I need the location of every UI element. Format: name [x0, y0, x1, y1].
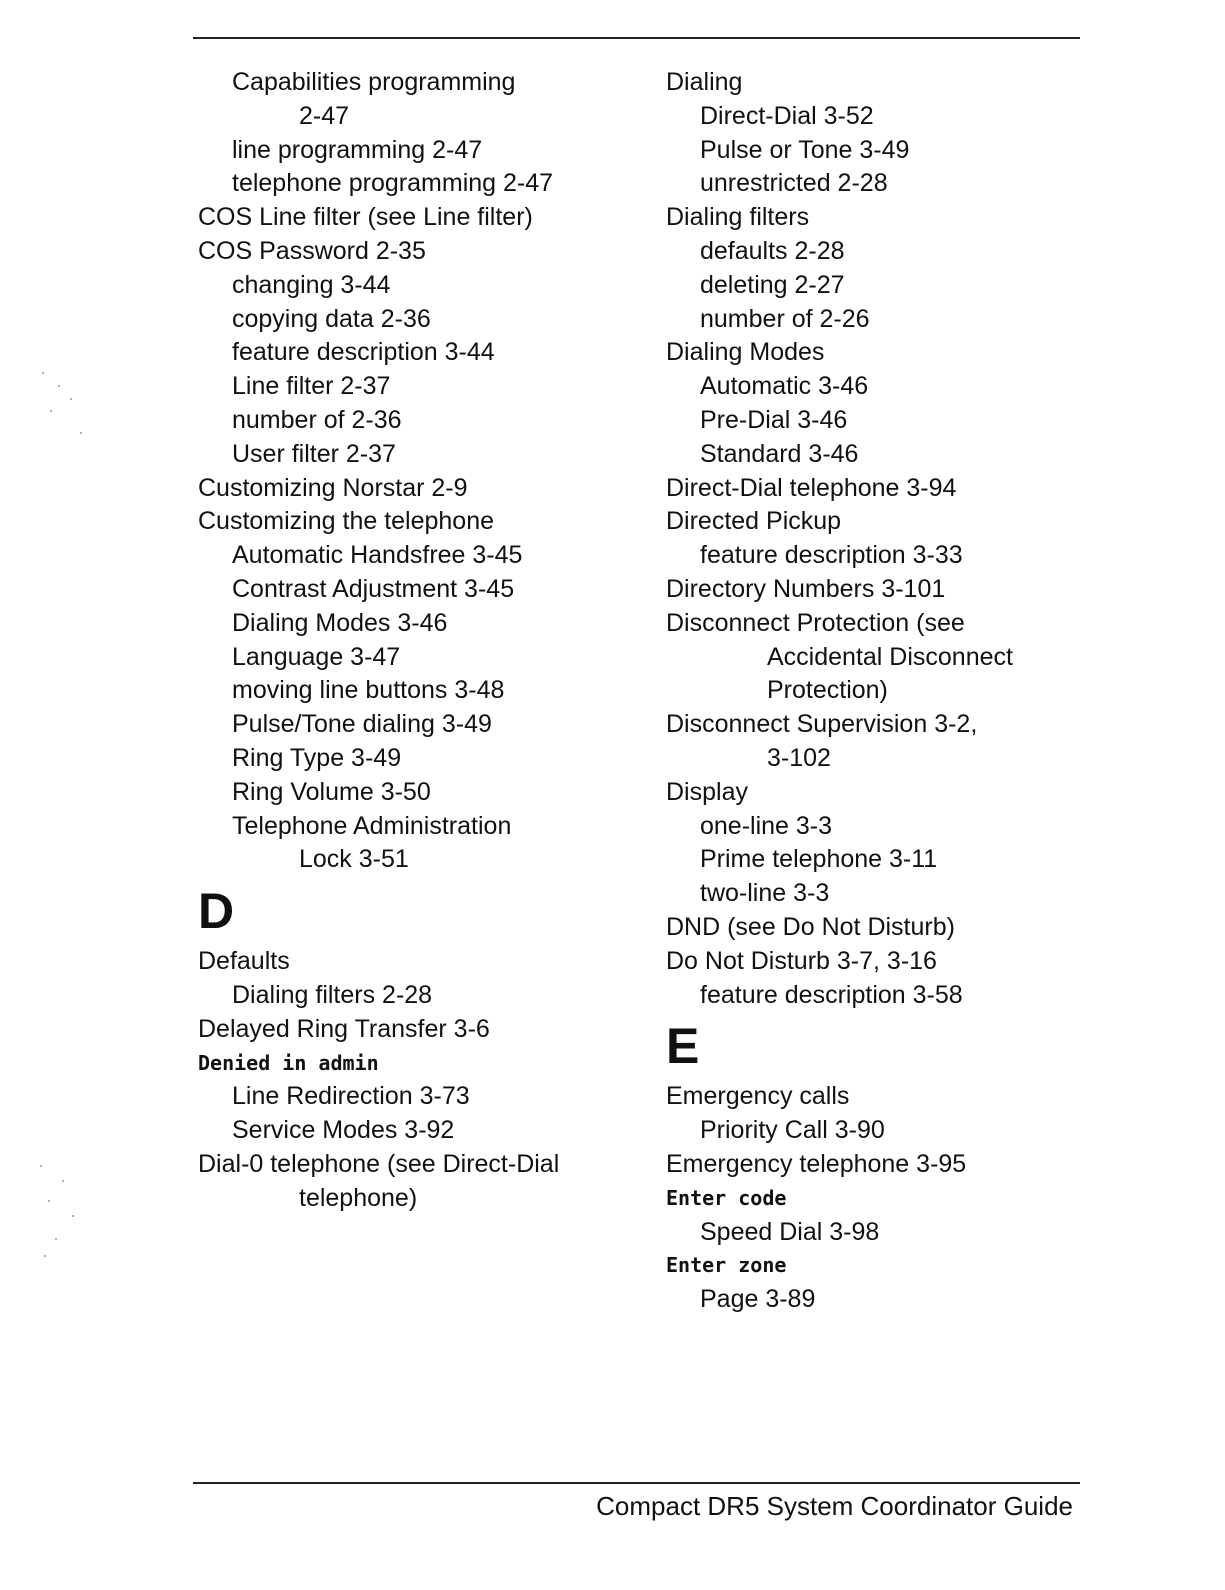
index-subentry: Lock 3-51: [299, 845, 409, 874]
section-letter: E: [666, 1018, 700, 1075]
index-subentry: User filter 2-37: [232, 439, 396, 468]
index-subentry: Ring Volume 3-50: [232, 777, 431, 806]
index-entry: Disconnect Supervision 3-2,: [666, 710, 978, 739]
index-subentry: Standard 3-46: [700, 439, 859, 468]
index-subentry: telephone programming 2-47: [232, 169, 554, 198]
scan-speck: [40, 1165, 42, 1167]
footer-title: Compact DR5 System Coordinator Guide: [596, 1491, 1073, 1521]
index-subentry: Pulse/Tone dialing 3-49: [232, 710, 492, 739]
index-subentry: one-line 3-3: [700, 811, 833, 840]
index-entry: Dialing filters: [666, 203, 810, 232]
index-entry: COS Line filter (see Line filter): [198, 203, 533, 232]
index-entry: Customizing the telephone: [198, 507, 495, 536]
index-subentry: Automatic 3-46: [700, 372, 869, 401]
index-subentry: number of 2-36: [232, 405, 402, 434]
index-subentry: Prime telephone 3-11: [700, 845, 938, 874]
index-subentry: two-line 3-3: [700, 879, 830, 908]
index-entry: Enter zone: [666, 1253, 787, 1278]
section-letter: D: [198, 883, 235, 940]
index-entry: Delayed Ring Transfer 3-6: [198, 1014, 490, 1043]
scan-speck: [42, 372, 44, 374]
index-subentry: defaults 2-28: [700, 236, 845, 265]
index-subentry: changing 3-44: [232, 270, 391, 299]
index-subentry: feature description 3-33: [700, 541, 963, 570]
index-subentry: Contrast Adjustment 3-45: [232, 574, 515, 603]
index-subentry: number of 2-26: [700, 304, 870, 333]
index-subentry: Priority Call 3-90: [700, 1116, 885, 1145]
index-entry: Enter code: [666, 1185, 787, 1210]
index-subentry: feature description 3-58: [700, 980, 963, 1009]
index-entry: Customizing Norstar 2-9: [198, 473, 468, 502]
scan-speck: [55, 1238, 57, 1240]
scan-speck: [70, 398, 72, 400]
index-entry: Dialing: [666, 68, 743, 96]
scan-speck: [80, 432, 82, 434]
index-entry: Emergency calls: [666, 1082, 850, 1111]
scan-speck: [72, 1215, 74, 1217]
index-subentry: moving line buttons 3-48: [232, 676, 505, 705]
index-entry: Emergency telephone 3-95: [666, 1149, 967, 1178]
index-subentry: Automatic Handsfree 3-45: [232, 541, 523, 570]
scan-speck: [48, 1200, 50, 1202]
index-subentry: Page 3-89: [700, 1285, 816, 1314]
index-column-right: [666, 66, 1086, 1317]
header-rule: [193, 37, 1080, 39]
index-subentry: Language 3-47: [232, 642, 401, 671]
index-subentry: Accidental Disconnect: [767, 642, 1013, 671]
index-subentry: feature description 3-44: [232, 338, 495, 367]
index-subentry: Telephone Administration: [232, 811, 512, 840]
index-entry: COS Password 2-35: [198, 236, 426, 265]
scan-speck: [50, 410, 52, 412]
index-subentry: 3-102: [767, 743, 831, 772]
index-subentry: Ring Type 3-49: [232, 743, 402, 772]
index-subentry: Capabilities programming: [232, 68, 516, 96]
scan-speck: [44, 1255, 46, 1257]
index-subentry: 2-47: [299, 101, 350, 130]
index-subentry: Dialing Modes 3-46: [232, 608, 448, 637]
index-subentry: line programming 2-47: [232, 135, 483, 164]
index-subentry: Speed Dial 3-98: [700, 1217, 880, 1246]
index-subentry: copying data 2-36: [232, 304, 431, 333]
index-entry: Directory Numbers 3-101: [666, 574, 946, 603]
index-subentry: Protection): [767, 676, 888, 705]
scan-speck: [62, 1180, 64, 1182]
index-subentry: Dialing filters 2-28: [232, 980, 433, 1009]
index-entry: Dial-0 telephone (see Direct-Dial: [198, 1149, 560, 1178]
index-entry: Defaults: [198, 947, 290, 976]
scan-speck: [58, 385, 60, 387]
index-subentry: deleting 2-27: [700, 270, 845, 299]
index-entry: Dialing Modes: [666, 338, 825, 367]
index-entry: Disconnect Protection (see: [666, 608, 965, 637]
index-subentry: telephone): [299, 1183, 418, 1212]
footer-rule: [193, 1482, 1080, 1484]
index-subentry: Direct-Dial 3-52: [700, 101, 874, 130]
index-subentry: Pulse or Tone 3-49: [700, 135, 910, 164]
index-subentry: Line filter 2-37: [232, 372, 391, 401]
index-subentry: Line Redirection 3-73: [232, 1082, 470, 1111]
index-subentry: unrestricted 2-28: [700, 169, 888, 198]
index-entry: DND (see Do Not Disturb): [666, 912, 955, 941]
index-subentry: Pre-Dial 3-46: [700, 405, 848, 434]
index-entry: Display: [666, 777, 748, 806]
index-entry: Do Not Disturb 3-7, 3-16: [666, 946, 937, 975]
index-column-left: [198, 66, 628, 1216]
index-subentry: Service Modes 3-92: [232, 1116, 455, 1145]
index-entry: Directed Pickup: [666, 507, 842, 536]
index-entry: Direct-Dial telephone 3-94: [666, 473, 957, 502]
index-entry: Denied in admin: [198, 1050, 379, 1075]
